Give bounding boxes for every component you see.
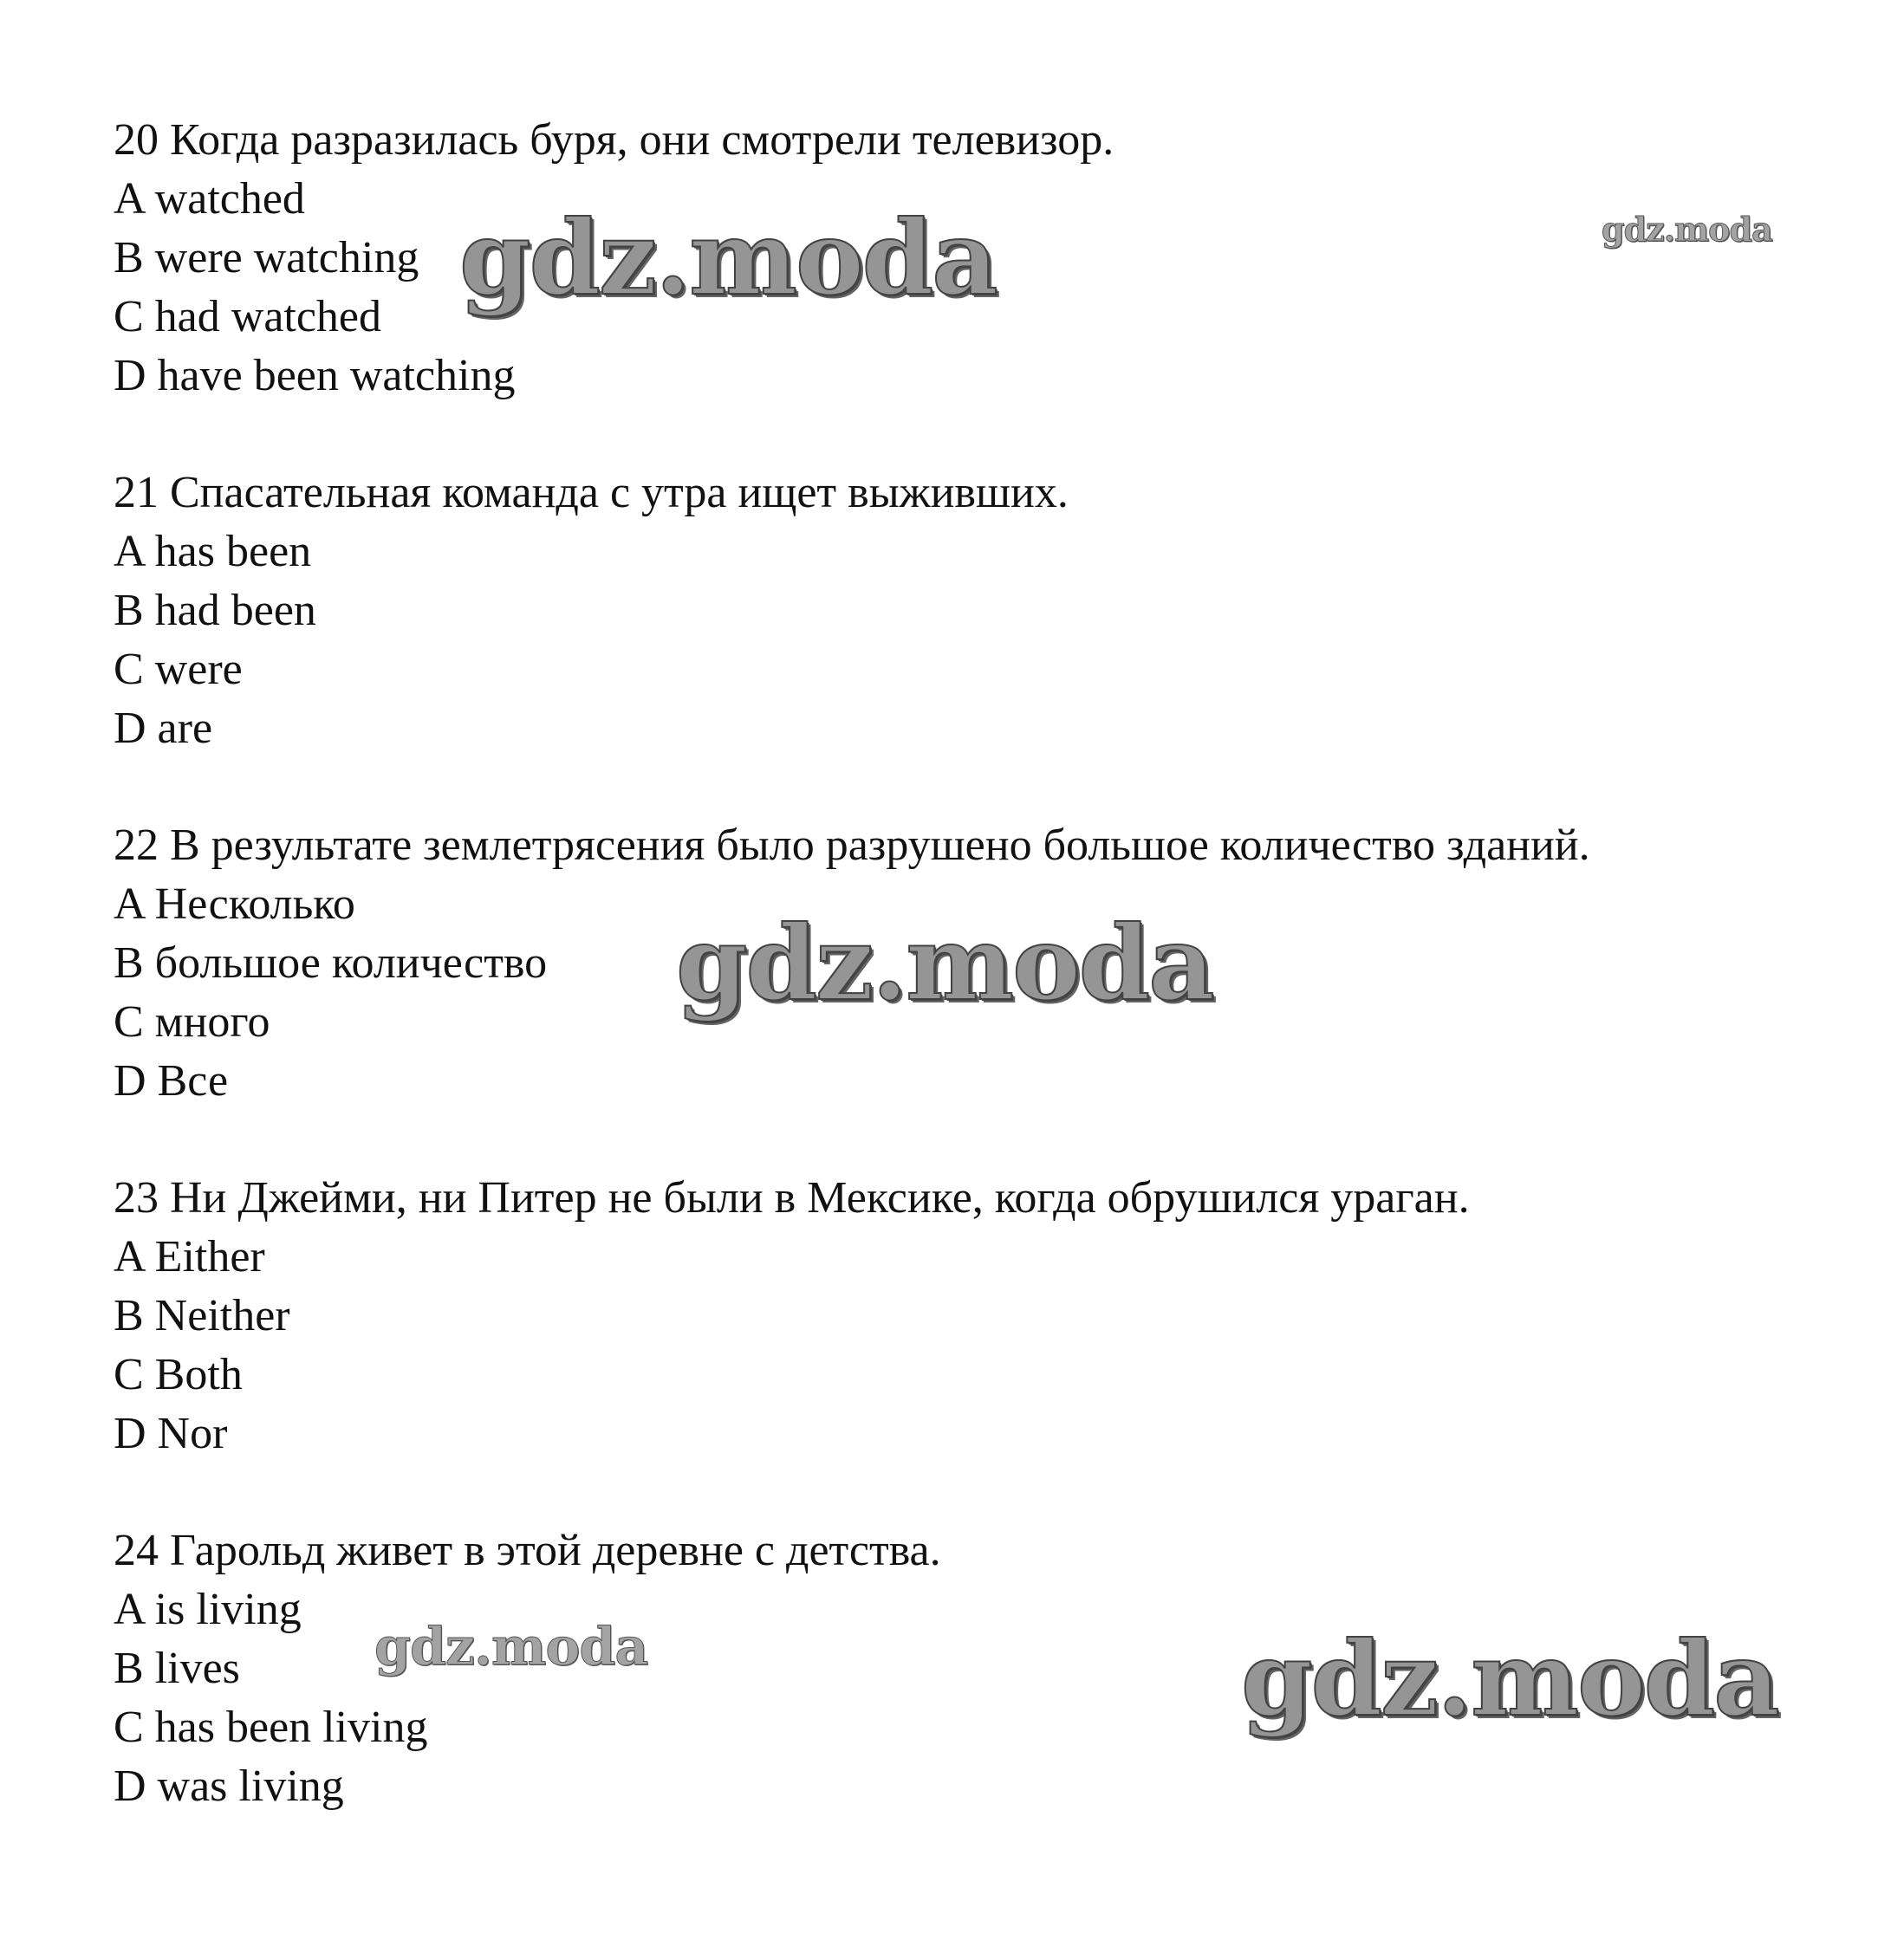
answer-option: C had watched — [114, 292, 382, 341]
answer-option: A has been — [114, 527, 312, 576]
watermark-logo: gdz.moda — [459, 198, 997, 318]
answer-option: C Both — [114, 1350, 243, 1399]
answer-option: A Несколько — [114, 879, 355, 929]
answer-option: C много — [114, 997, 270, 1047]
question-prompt: 21 Спасательная команда с утра ищет выживших. — [114, 468, 1069, 517]
question-21 — [114, 464, 1847, 758]
answer-option: D are — [114, 704, 213, 753]
answer-option: D Nor — [114, 1409, 228, 1458]
question-prompt: 24 Гарольд живет в этой деревне с детства. — [114, 1526, 941, 1575]
question-prompt: 22 В результате землетрясения было разрушено большое количество зданий. — [114, 821, 1590, 870]
answer-option: D was living — [114, 1762, 344, 1811]
question-23 — [114, 1169, 1847, 1463]
question-prompt: 20 Когда разразилась буря, они смотрели телевизор. — [114, 115, 1114, 165]
answer-option: C has been living — [114, 1703, 428, 1752]
question-prompt: 23 Ни Джейми, ни Питер не были в Мексике, когда обрушился ураган. — [114, 1173, 1470, 1223]
watermark-logo: gdz.moda — [374, 1617, 648, 1677]
answer-option: B were watching — [114, 233, 419, 282]
answer-option: A watched — [114, 174, 305, 224]
answer-option: D have been watching — [114, 351, 516, 400]
watermark-logo: gdz.moda — [1602, 210, 1772, 249]
answer-option: A Either — [114, 1232, 265, 1281]
answer-option: B lives — [114, 1644, 240, 1693]
watermark-logo: gdz.moda — [676, 903, 1213, 1023]
answer-option: B большое количество — [114, 938, 548, 988]
answer-option: B Neither — [114, 1291, 290, 1340]
answer-option: A is living — [114, 1585, 302, 1634]
answer-option: B had been — [114, 586, 316, 635]
watermark-logo: gdz.moda — [1241, 1619, 1778, 1739]
answer-option: D Все — [114, 1056, 229, 1106]
answer-option: C were — [114, 645, 243, 694]
